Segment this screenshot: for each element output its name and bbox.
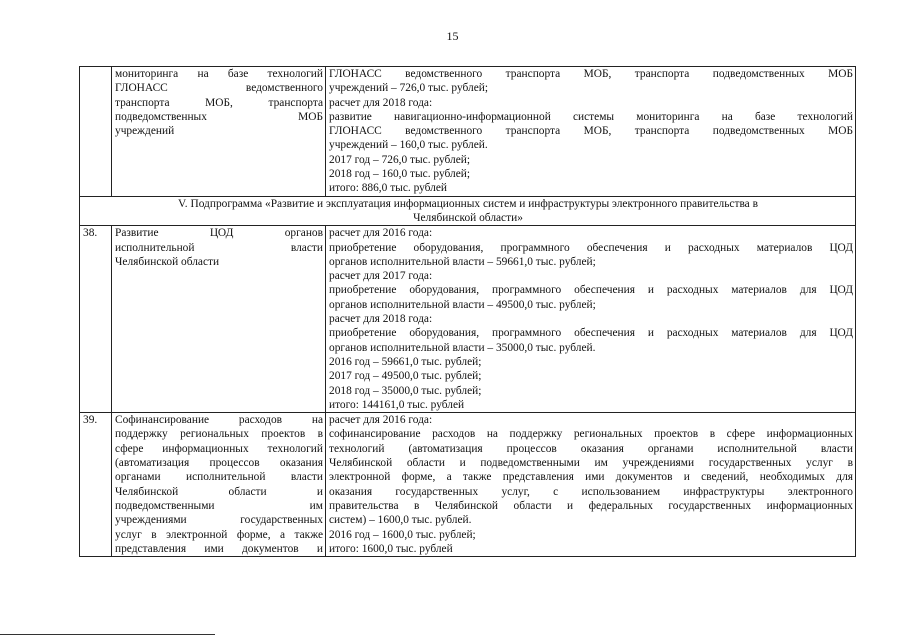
text-line: услуг в электронной форме, а также	[115, 528, 323, 541]
row-number: 38.	[80, 226, 112, 413]
text-line: органами исполнительной власти	[115, 471, 323, 484]
measure-name-cell	[112, 413, 326, 557]
text-line: приобретение оборудования, программного обеспечения и расходных материалов ЦОД	[329, 241, 853, 254]
measure-name-cell	[112, 226, 326, 413]
text-line: расчет для 2018 года:	[329, 96, 433, 109]
text-line: представления ими документов и	[115, 542, 323, 555]
text-line: исполнительной власти	[115, 241, 323, 254]
text-line: ГЛОНАСС ведомственного транспорта МОБ, транспорта подведомственных МОБ	[329, 68, 853, 80]
text-line: софинансирование расходов на поддержку региональных проектов в сфере информационных	[329, 428, 853, 441]
row-number: 39.	[80, 413, 112, 557]
text-line: подведомственных МОБ	[115, 110, 323, 123]
text-line: Софинансирование расходов на	[115, 414, 323, 427]
text-line: 2018 год – 35000,0 тыс. рублей;	[329, 384, 482, 397]
row-number-cell	[80, 67, 112, 197]
text-line: Челябинской области и	[115, 485, 323, 498]
calculation-cell	[326, 226, 856, 413]
section-row	[80, 196, 856, 226]
text-line: итого: 1600,0 тыс. рублей	[329, 542, 453, 555]
text-line: оказания государственных услуг, с использованием инфраструктуры электронного	[329, 485, 853, 498]
text-line: развитие навигационно-информационной системы мониторинга на базе технологий	[329, 110, 853, 123]
section-title-line-2: Челябинской области»	[413, 211, 523, 224]
text-line: расчет для 2018 года:	[329, 313, 433, 326]
text-line: транспорта МОБ, транспорта	[115, 96, 323, 109]
text-line: технологий (автоматизация процессов оказания органами исполнительной власти	[329, 442, 853, 455]
text-line: органов исполнительной власти – 49500,0 тыс. рублей;	[329, 298, 596, 311]
table-row-continued	[80, 67, 856, 197]
text-line: итого: 144161,0 тыс. рублей	[329, 398, 465, 411]
text-line: учреждений – 726,0 тыс. рублей;	[329, 82, 489, 95]
text-line: 2017 год – 49500,0 тыс. рублей;	[329, 370, 482, 383]
calculation-cell	[326, 67, 856, 197]
text-line: 2016 год – 1600,0 тыс. рублей;	[329, 528, 476, 541]
text-line: поддержку региональных проектов в	[115, 428, 323, 441]
text-line: органов исполнительной власти – 35000,0 тыс. рублей.	[329, 341, 596, 354]
text-line: Развитие ЦОД органов	[115, 227, 323, 240]
text-line: 2016 год – 59661,0 тыс. рублей;	[329, 355, 482, 368]
text-line: расчет для 2017 года:	[329, 270, 433, 283]
text-line: расчет для 2016 года:	[329, 227, 433, 240]
text-line: учреждениями государственных	[115, 514, 323, 527]
text-line: 2018 год – 160,0 тыс. рублей;	[329, 168, 471, 181]
calculation-cell	[326, 413, 856, 557]
text-line: электронной форме, а также представления ими документов и сведений, необходимых для	[329, 471, 853, 484]
page-number: 15	[446, 29, 459, 43]
text-line: (автоматизация процессов оказания	[115, 457, 323, 470]
text-line: органов исполнительной власти – 59661,0 тыс. рублей;	[329, 255, 596, 268]
text-line: приобретение оборудования, программного обеспечения и расходных материалов для ЦОД	[329, 284, 853, 297]
text-line: учреждений – 160,0 тыс. рублей.	[329, 139, 488, 152]
text-line: приобретение оборудования, программного обеспечения и расходных материалов для ЦОД	[329, 327, 853, 340]
text-line: Челябинской области	[115, 255, 220, 268]
text-line: итого: 886,0 тыс. рублей	[329, 182, 448, 195]
text-line: мониторинга на базе технологий	[115, 68, 323, 80]
section-title	[80, 196, 856, 226]
text-line: подведомственными им	[115, 499, 323, 512]
footnote-rule	[0, 634, 215, 635]
section-title-line-1: V. Подпрограмма «Развитие и эксплуатация информационных систем и инфраструктуры электронного правительства в	[178, 197, 758, 210]
text-line: правительства в Челябинской области и федеральных государственных информационных	[329, 499, 853, 512]
text-line: расчет для 2016 года:	[329, 414, 433, 427]
text-line: учреждений	[115, 125, 175, 138]
text-line: систем) – 1600,0 тыс. рублей.	[329, 514, 472, 527]
expenditure-table	[79, 66, 856, 557]
table-row-39	[80, 413, 856, 557]
measure-name-cell	[112, 67, 326, 197]
text-line: 2017 год – 726,0 тыс. рублей;	[329, 153, 471, 166]
text-line: ГЛОНАСС ведомственного транспорта МОБ, транспорта подведомственных МОБ	[329, 125, 853, 138]
text-line: Челябинской области и подведомственными им учреждениями государственных услуг в	[329, 457, 853, 470]
table-row-38	[80, 226, 856, 413]
text-line: сфере информационных технологий	[115, 442, 323, 455]
text-line: ГЛОНАСС ведомственного	[115, 82, 323, 95]
